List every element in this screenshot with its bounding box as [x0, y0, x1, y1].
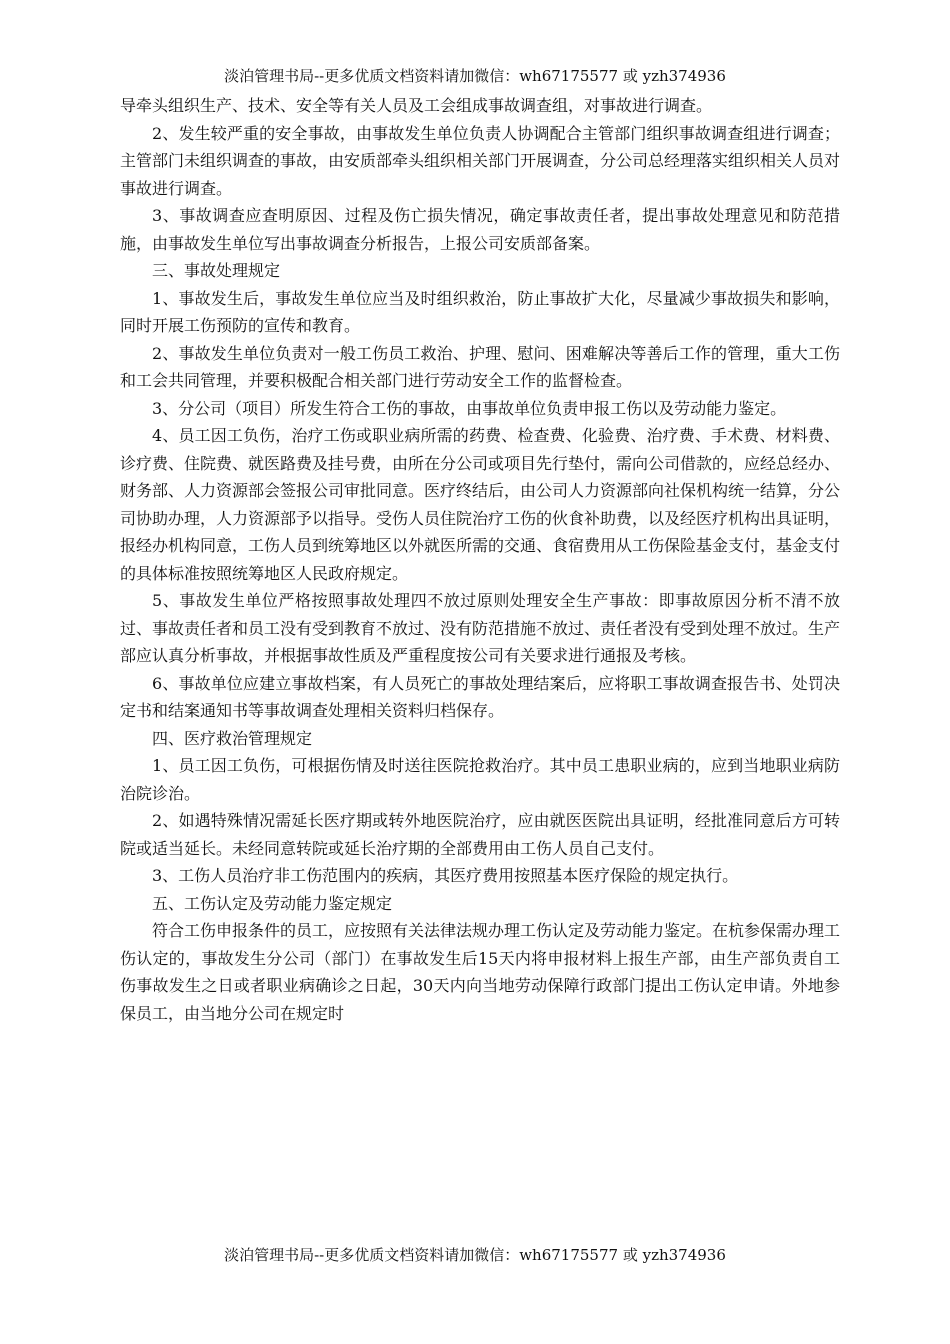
paragraph: 6、事故单位应建立事故档案，有人员死亡的事故处理结案后，应将职工事故调查报告书、处罚决定书和结案通知书等事故调查处理相关资料归档保存。 [120, 673, 840, 720]
paragraph: 3、事故调查应查明原因、过程及伤亡损失情况，确定事故责任者，提出事故处理意见和防范措施，由事故发生单位写出事故调查分析报告，上报公司安质部备案。 [120, 206, 840, 253]
paragraph: 5、事故发生单位严格按照事故处理四不放过原则处理安全生产事故：即事故原因分析不清不放过、事故责任者和员工没有受到教育不放过、没有防范措施不放过、责任者没有受到处理不放过。生产部应认真分析事故，并根据事故性质及严重程度按公司有关要求进行通报及考核。 [120, 591, 841, 665]
paragraph: 1、事故发生后，事故发生单位应当及时组织救治，防止事故扩大化，尽量减少事故损失和影响，同时开展工伤预防的宣传和教育。 [120, 288, 840, 335]
paragraph: 2、发生较严重的安全事故，由事故发生单位负责人协调配合主管部门组织事故调查组进行调查；主管部门未组织调查的事故，由安质部牵头组织相关部门开展调查，分公司总经理落实组织相关人员对事故进行调查。 [120, 123, 841, 198]
page-footer: 淡泊管理书局--更多优质文档资料请加微信：wh67175577 或 yzh374936 [224, 1246, 726, 1264]
paragraph: 4、员工因工负伤，治疗工伤或职业病所需的药费、检查费、化验费、治疗费、手术费、材料费、诊疗费、住院费、就医路费及挂号费，由所在分公司或项目先行垫付，需向公司借款的，应经总经办、财务部、人力资源部会签报公司审批同意。医疗终结后，由公司人力资源部向社保机构统一结算，分公司协助办理，人力资源部予以指导。受伤人员住院治疗工伤的伙食补助费，以及经医疗机构出具证明，报经办机构同意，工伤人员到统筹地区以外就医所需的交通、食宿费用从工伤保险基金支付，基金支付的具体标准按照统筹地区人民政府规定。 [120, 426, 841, 583]
section-heading: 四、医疗救治管理规定 [152, 728, 313, 748]
paragraph: 2、事故发生单位负责对一般工伤员工救治、护理、慰问、困难解决等善后工作的管理，重大工伤和工会共同管理，并要积极配合相关部门进行劳动安全工作的监督检查。 [120, 343, 840, 390]
section-heading: 五、工伤认定及劳动能力鉴定规定 [152, 893, 393, 913]
paragraph: 1、员工因工负伤，可根据伤情及时送往医院抢救治疗。其中员工患职业病的，应到当地职业病防治院诊治。 [120, 756, 840, 803]
paragraph: 符合工伤申报条件的员工，应按照有关法律法规办理工伤认定及劳动能力鉴定。在杭参保需办理工伤认定的，事故发生分公司（部门）在事故发生后15天内将申报材料上报生产部，由生产部负责自工伤事故发生之日或者职业病确诊之日起，30天内向当地劳动保障行政部门提出工伤认定申请。外地参保员工，由当地分公司在规定时 [120, 921, 841, 1023]
paragraph: 2、如遇特殊情况需延长医疗期或转外地医院治疗，应由就医医院出具证明，经批准同意后方可转院或适当延长。未经同意转院或延长治疗期的全部费用由工伤人员自己支付。 [120, 811, 840, 858]
document-body [120, 92, 840, 1027]
paragraph: 3、分公司（项目）所发生符合工伤的事故，由事故单位负责申报工伤以及劳动能力鉴定。 [152, 398, 787, 418]
section-heading: 三、事故处理规定 [152, 261, 281, 280]
page-header: 淡泊管理书局--更多优质文档资料请加微信：wh67175577 或 yzh374936 [224, 67, 726, 85]
paragraph: 导牵头组织生产、技术、安全等有关人员及工会组成事故调查组，对事故进行调查。 [120, 96, 713, 115]
paragraph: 3、工伤人员治疗非工伤范围内的疾病，其医疗费用按照基本医疗保险的规定执行。 [152, 866, 739, 885]
